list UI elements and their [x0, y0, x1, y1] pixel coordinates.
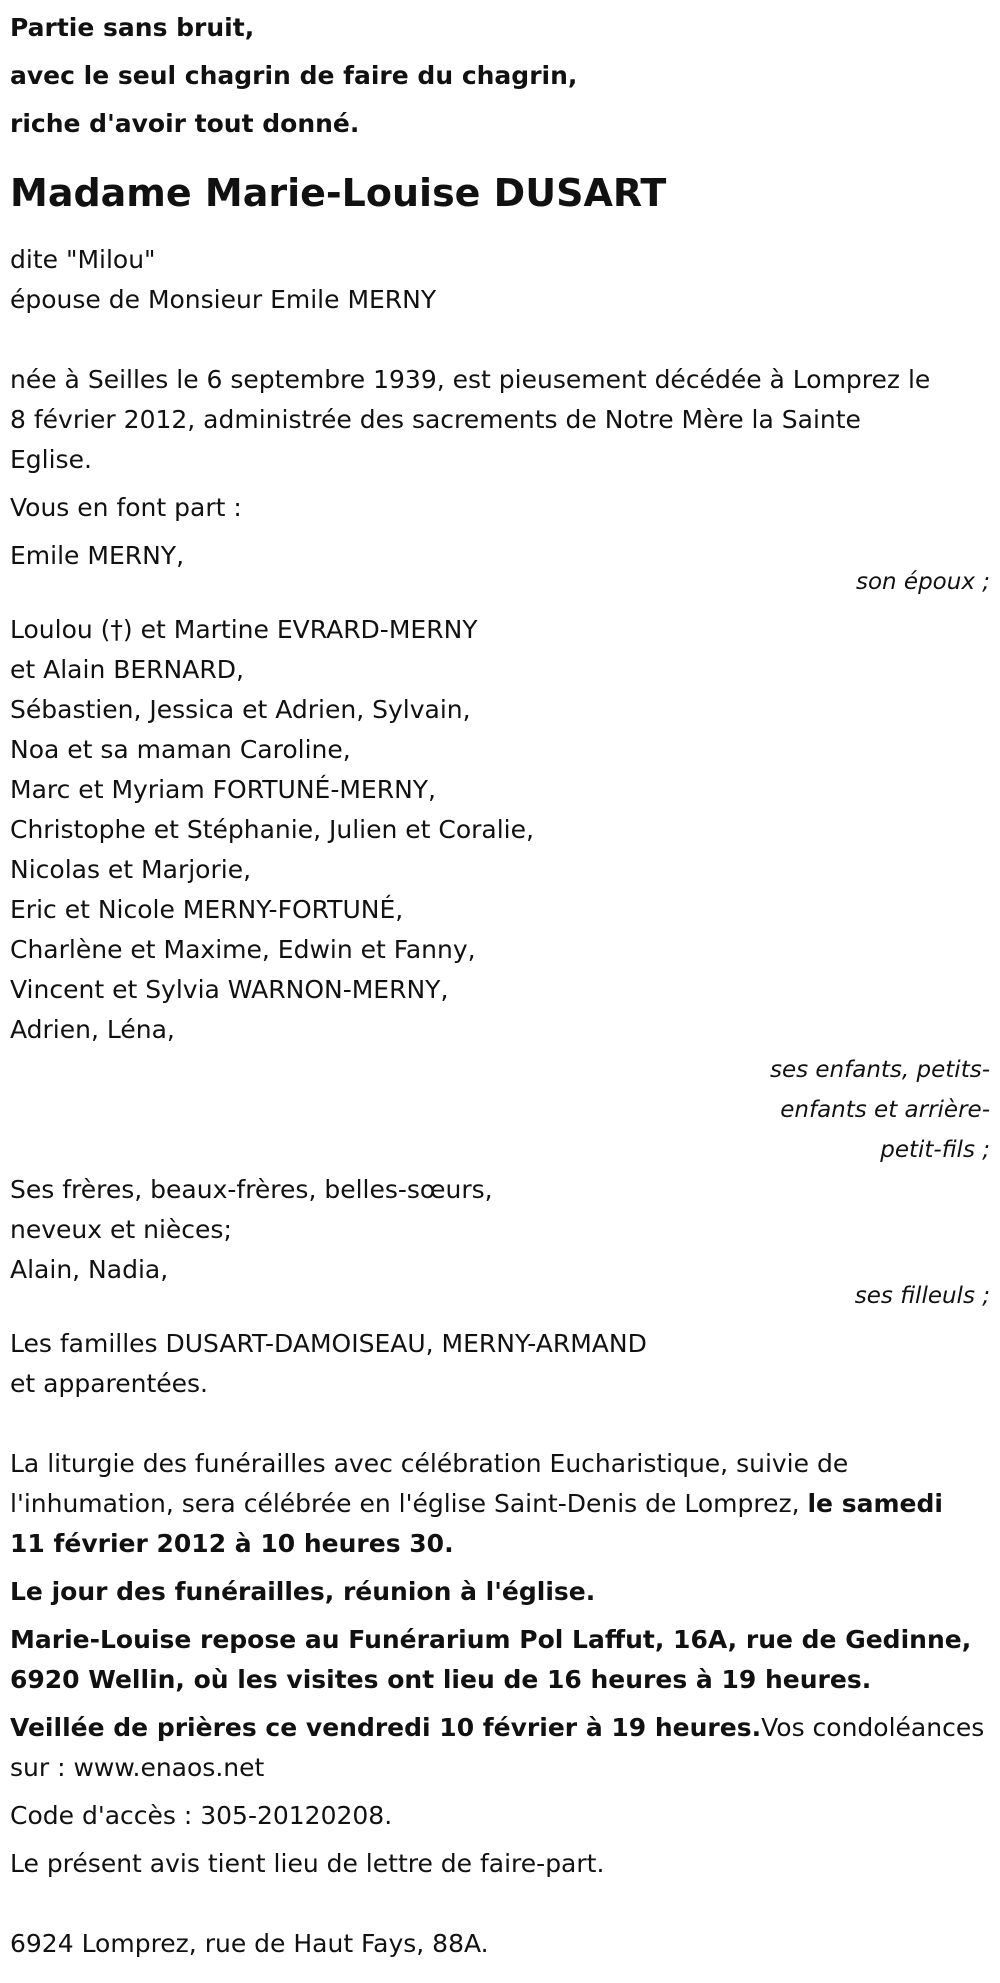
children-line: Vincent et Sylvia WARNON-MERNY, — [10, 975, 449, 1004]
godchildren-role: ses filleuls ; — [854, 1283, 990, 1309]
siblings — [10, 1170, 990, 1250]
godchildren-names: Alain, Nadia, — [10, 1255, 169, 1284]
intro-line: riche d'avoir tout donné. — [10, 109, 360, 138]
announce-line: Vous en font part : — [10, 493, 242, 522]
liturgy-paragraph — [10, 1444, 990, 1564]
children-line: Nicolas et Marjorie, — [10, 855, 252, 884]
notice-line: Le présent avis tient lieu de lettre de faire-part. — [10, 1849, 605, 1878]
repose-paragraph — [10, 1620, 990, 1700]
condolences-line: sur : www.enaos.net — [10, 1753, 265, 1782]
siblings-line: Ses frères, beaux-frères, belles-sœurs, — [10, 1175, 493, 1204]
vigil-rest: Vos condoléances — [761, 1713, 985, 1742]
husband-name: Emile MERNY, — [10, 541, 185, 570]
nickname: dite "Milou" — [10, 245, 156, 274]
liturgy-text: l'inhumation, sera célébrée en l'église Saint-Denis de Lomprez, — [10, 1489, 800, 1518]
children-role-line: ses enfants, petits- — [769, 1057, 990, 1083]
children-line: et Alain BERNARD, — [10, 655, 244, 684]
birth-death-line: Eglise. — [10, 445, 92, 474]
birth-death-line: 8 février 2012, administrée des sacrements de Notre Mère la Sainte — [10, 405, 861, 434]
vigil-paragraph — [10, 1708, 990, 1788]
families — [10, 1324, 990, 1404]
intro-line: avec le seul chagrin de faire du chagrin, — [10, 61, 578, 90]
siblings-line: neveux et nièces; — [10, 1215, 232, 1244]
children-role-line: enfants et arrière- — [780, 1097, 990, 1123]
families-line: et apparentées. — [10, 1369, 208, 1398]
children-line: Marc et Myriam FORTUNÉ-MERNY, — [10, 775, 437, 804]
children-line: Eric et Nicole MERNY-FORTUNÉ, — [10, 895, 404, 924]
children-line: Noa et sa maman Caroline, — [10, 735, 351, 764]
children-role — [730, 1050, 990, 1170]
deceased-name: Madame Marie-Louise DUSART — [10, 171, 667, 215]
husband-role: son époux ; — [855, 569, 990, 595]
spouse-line: épouse de Monsieur Emile MERNY — [10, 285, 437, 314]
repose-line: Marie-Louise repose au Funérarium Pol Laffut, 16A, rue de Gedinne, — [10, 1625, 972, 1654]
vigil-bold: Veillée de prières ce vendredi 10 février à 19 heures. — [10, 1713, 762, 1742]
meeting-line: Le jour des funérailles, réunion à l'église. — [10, 1577, 596, 1606]
intro-line: Partie sans bruit, — [10, 13, 255, 42]
birth-death-line: née à Seilles le 6 septembre 1939, est pieusement décédée à Lomprez le — [10, 365, 931, 394]
liturgy-line: La liturgie des funérailles avec célébration Eucharistique, suivie de — [10, 1449, 849, 1478]
children-line: Loulou (†) et Martine EVRARD-MERNY — [10, 615, 478, 644]
families-line: Les familles DUSART-DAMOISEAU, MERNY-ARMAND — [10, 1329, 647, 1358]
repose-line: 6920 Wellin, où les visites ont lieu de 16 heures à 19 heures. — [10, 1665, 872, 1694]
access-code: Code d'accès : 305-20120208. — [10, 1801, 393, 1830]
intro-verse — [10, 4, 990, 148]
children-line: Christophe et Stéphanie, Julien et Coralie, — [10, 815, 534, 844]
children-list — [10, 610, 990, 1050]
children-line: Sébastien, Jessica et Adrien, Sylvain, — [10, 695, 471, 724]
address: 6924 Lomprez, rue de Haut Fays, 88A. — [10, 1929, 489, 1958]
children-role-line: petit-fils ; — [880, 1137, 990, 1163]
liturgy-date: le samedi — [807, 1489, 943, 1518]
children-line: Adrien, Léna, — [10, 1015, 175, 1044]
children-line: Charlène et Maxime, Edwin et Fanny, — [10, 935, 476, 964]
liturgy-date: 11 février 2012 à 10 heures 30. — [10, 1529, 454, 1558]
liturgy-line — [10, 1484, 990, 1524]
birth-death-paragraph — [10, 360, 990, 480]
vigil-line — [10, 1708, 990, 1748]
